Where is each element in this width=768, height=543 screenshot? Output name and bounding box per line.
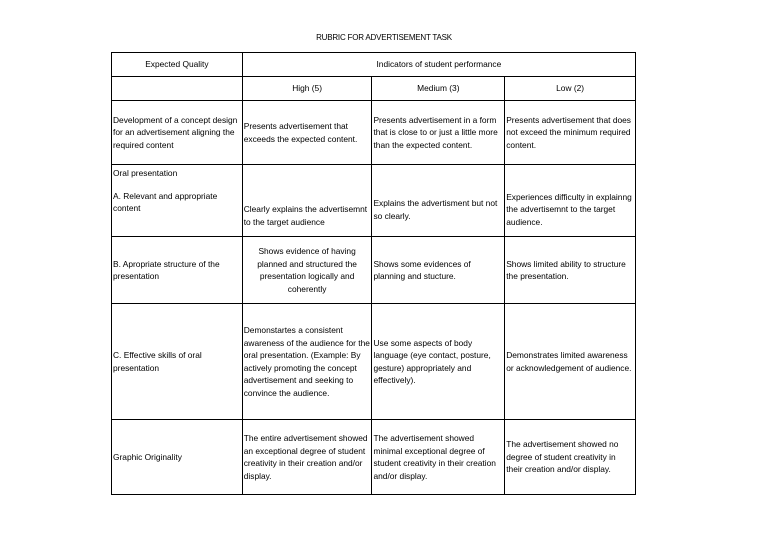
- header-empty-cell: [112, 77, 243, 101]
- medium-cell: Explains the advertisment but not so clearly.: [372, 165, 505, 237]
- header-row-1: [112, 53, 636, 77]
- header-expected-quality: Expected Quality: [112, 53, 243, 77]
- high-cell: Shows evidence of having planned and structured the presentation logically and coherently: [242, 237, 372, 304]
- high-cell: Clearly explains the advertisemnt to the target audience: [242, 165, 372, 237]
- table-row: [112, 304, 636, 420]
- document-title: RUBRIC FOR ADVERTISEMENT TASK: [316, 33, 452, 42]
- criterion-cell: Graphic Originality: [112, 420, 243, 495]
- criterion-cell: [112, 165, 243, 237]
- criterion-cell: B. Apropriate structure of the presentation: [112, 237, 243, 304]
- header-low: Low (2): [505, 77, 636, 101]
- table-row: [112, 165, 636, 237]
- medium-cell: Use some aspects of body language (eye contact, posture, gesture) appropriately and effectively).: [372, 304, 505, 420]
- criterion-text: A. Relevant and appropriate content: [113, 190, 218, 213]
- high-cell: Demonstartes a consistent awareness of the audience for the oral presentation. (Example: By actively promoting the concept advertisement and seeking to convince the audience.: [242, 304, 372, 420]
- low-cell: Shows limited ability to structure the presentation.: [505, 237, 636, 304]
- medium-cell: Presents advertisement in a form that is close to or just a little more than the expected content.: [372, 101, 505, 165]
- medium-cell: Shows some evidences of planning and stucture.: [372, 237, 505, 304]
- table-row: [112, 420, 636, 495]
- low-cell: Experiences difficulty in explainng the advertisemnt to the target audience.: [505, 165, 636, 237]
- table-row: [112, 237, 636, 304]
- header-medium: Medium (3): [372, 77, 505, 101]
- low-cell: Presents advertisement that does not exceed the minimum required content.: [505, 101, 636, 165]
- rubric-table: [111, 52, 636, 495]
- medium-cell: The advertisement showed minimal exceptional degree of student creativity in their creation and/or display.: [372, 420, 505, 495]
- high-cell: The entire advertisement showed an exceptional degree of student creativity in their creation and/or display.: [242, 420, 372, 495]
- criterion-cell: C. Effective skills of oral presentation: [112, 304, 243, 420]
- criterion-cell: Development of a concept design for an advertisement aligning the required content: [112, 101, 243, 165]
- header-high: High (5): [242, 77, 372, 101]
- table-row: [112, 101, 636, 165]
- header-row-2: [112, 77, 636, 101]
- header-indicators: Indicators of student performance: [242, 53, 635, 77]
- low-cell: The advertisement showed no degree of student creativity in their creation and/or display.: [505, 420, 636, 495]
- section-label: Oral presentation: [113, 168, 178, 178]
- high-cell: Presents advertisement that exceeds the expected content.: [242, 101, 372, 165]
- low-cell: Demonstrates limited awareness or acknowledgement of audience.: [505, 304, 636, 420]
